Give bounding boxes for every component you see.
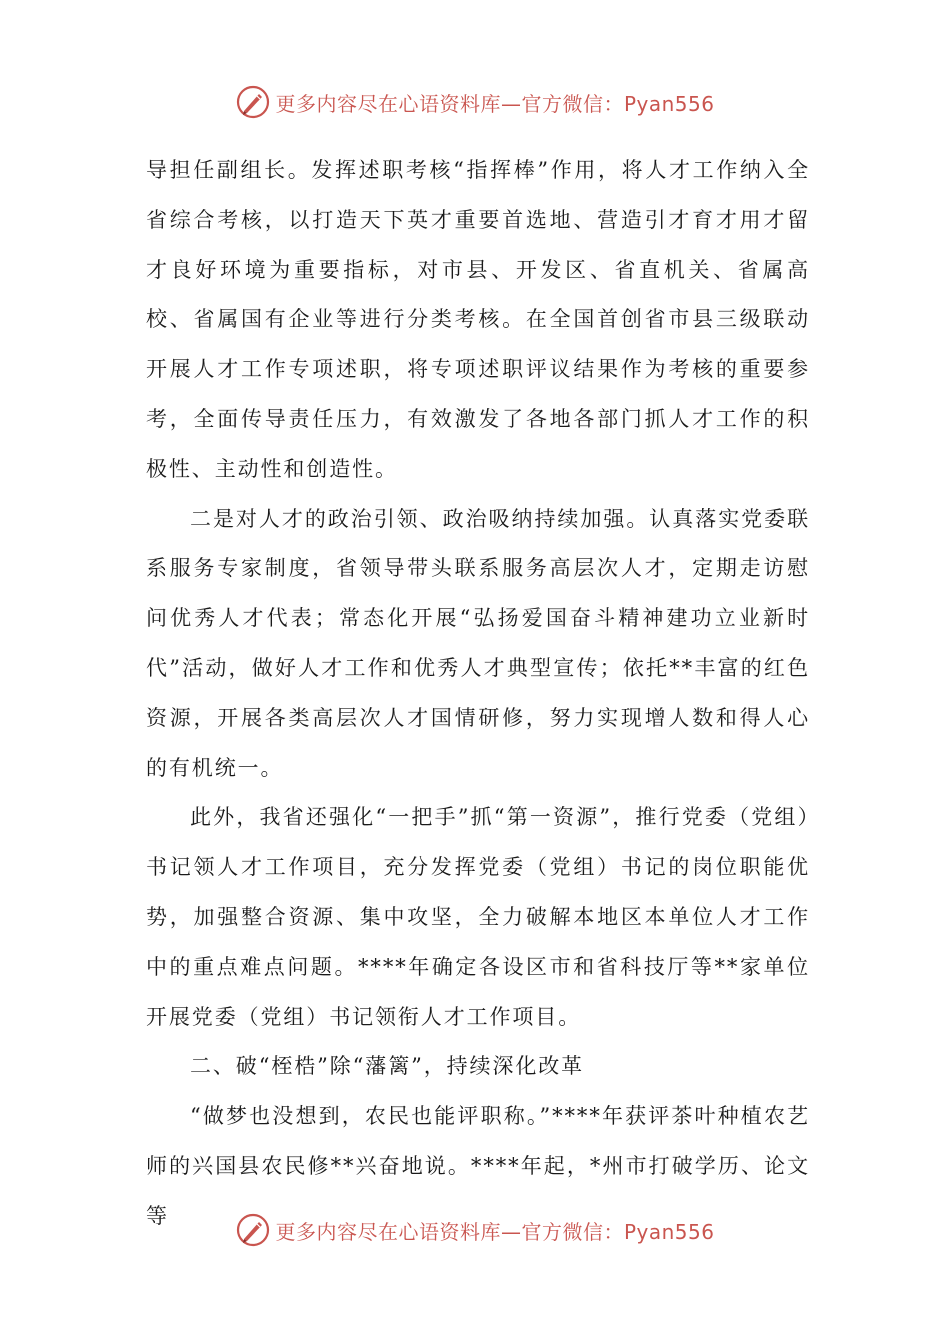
- section-heading: 二、破“桎梏”除“藩篱”，持续深化改革: [190, 1054, 585, 1079]
- paragraph-2: 二是对人才的政治引领、政治吸纳持续加强。认真落实党委联系服务专家制度，省领导带头联系服务高层次人才，定期走访慰问优秀人才代表；常态化开展“弘扬爱国奋斗精神建功立业新时代”活动，做好人才工作和优秀人才典型宣传；依托**丰富的红色资源，开展各类高层次人才国情研修，努力实现增人数和得人心的有机统一。: [146, 506, 810, 780]
- document-body: [146, 146, 810, 1242]
- header-banner-text: 更多内容尽在心语资料库—官方微信：Pyan556: [275, 91, 715, 116]
- paragraph-5: “做梦也没想到，农民也能评职称。”****年获评茶叶种植农艺师的兴国县农民修**兴奋地说。****年起，*州市打破学历、论文等: [146, 1104, 810, 1228]
- paragraph-3: 此外，我省还强化“一把手”抓“第一资源”，推行党委（党组）书记领人才工作项目，充分发挥党委（党组）书记的岗位职能优势，加强整合资源、集中攻坚，全力破解本地区本单位人才工作中的重点难点问题。****年确定各设区市和省科技厅等**家单位开展党委（党组）书记领衔人才工作项目。: [146, 805, 810, 1029]
- pen-logo-icon: [235, 84, 271, 120]
- header-banner: [0, 82, 950, 122]
- footer-banner: [0, 1210, 950, 1250]
- pen-logo-icon: [235, 1212, 271, 1248]
- paragraph-1: 导担任副组长。发挥述职考核“指挥棒”作用，将人才工作纳入全省综合考核，以打造天下英才重要首选地、营造引才育才用才留才良好环境为重要指标，对市县、开发区、省直机关、省属高校、省属国有企业等进行分类考核。在全国首创省市县三级联动开展人才工作专项述职，将专项述职评议结果作为考核的重要参考，全面传导责任压力，有效激发了各地各部门抓人才工作的积极性、主动性和创造性。: [146, 158, 810, 481]
- footer-banner-text: 更多内容尽在心语资料库—官方微信：Pyan556: [275, 1219, 715, 1244]
